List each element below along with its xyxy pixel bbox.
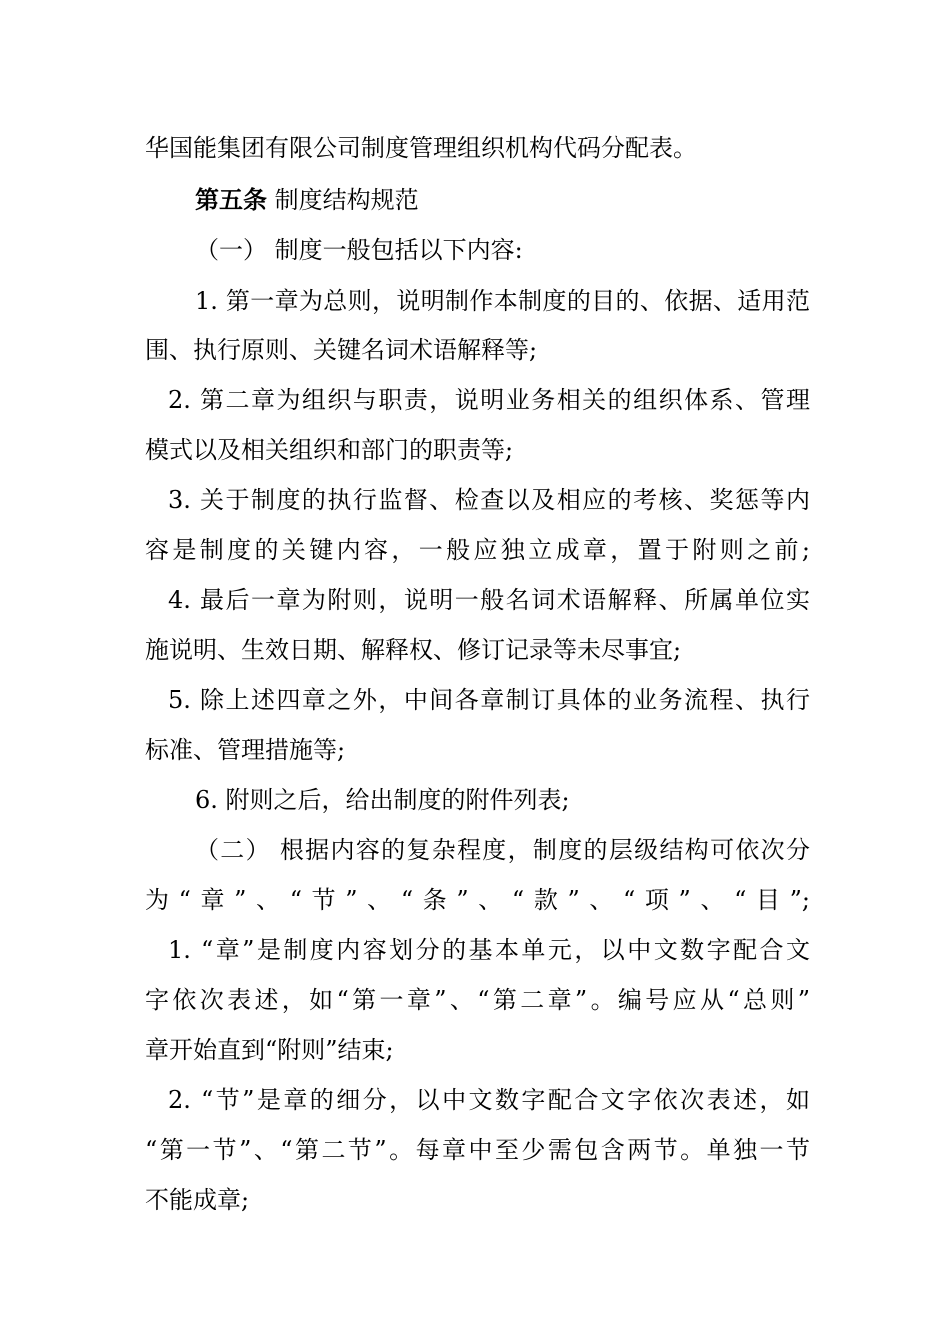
body-text-line: 2. “节”是章的细分，以中文数字配合文字依次表述，如 <box>168 1086 810 1114</box>
body-text-line: 不能成章; <box>145 1186 250 1214</box>
body-text-line: 5. 除上述四章之外，中间各章制订具体的业务流程、执行 <box>168 686 810 714</box>
article-title: 制度结构规范 <box>274 186 419 214</box>
section-heading: （一） 制度一般包括以下内容: <box>195 236 523 264</box>
article-heading <box>195 180 810 220</box>
body-text-line: 1. 第一章为总则，说明制作本制度的目的、依据、适用范 <box>195 287 810 315</box>
body-text-line: 模式以及相关组织和部门的职责等; <box>145 436 514 464</box>
body-text-line: 1. “章”是制度内容划分的基本单元，以中文数字配合文 <box>168 936 810 964</box>
body-text-line: 3. 关于制度的执行监督、检查以及相应的考核、奖惩等内 <box>168 486 810 514</box>
body-text-line: 2. 第二章为组织与职责，说明业务相关的组织体系、管理 <box>168 386 810 414</box>
body-text-line: 为“章”、“节”、“条”、“款”、“项”、“目”; <box>145 886 810 914</box>
article-label: 第五条 <box>195 186 267 214</box>
body-text-line: 围、执行原则、关键名词术语解释等; <box>145 336 538 364</box>
body-text-line: “第一节”、“第二节”。每章中至少需包含两节。单独一节 <box>145 1136 810 1164</box>
body-text-line: 标准、管理措施等; <box>145 736 346 764</box>
body-text-line: 章开始直到“附则”结束; <box>145 1036 394 1064</box>
section-heading: （二） 根据内容的复杂程度，制度的层级结构可依次分 <box>195 836 810 864</box>
body-text-line: 字依次表述，如“第一章”、“第二章”。编号应从“总则” <box>145 986 810 1014</box>
body-text-line: 施说明、生效日期、解释权、修订记录等未尽事宜; <box>145 636 682 664</box>
body-text-line: 华国能集团有限公司制度管理组织机构代码分配表。 <box>145 134 697 162</box>
body-text-line: 6. 附则之后，给出制度的附件列表; <box>195 786 570 814</box>
body-text-line: 容是制度的关键内容，一般应独立成章，置于附则之前; <box>145 536 810 564</box>
body-text-line: 4. 最后一章为附则，说明一般名词术语解释、所属单位实 <box>168 586 810 614</box>
